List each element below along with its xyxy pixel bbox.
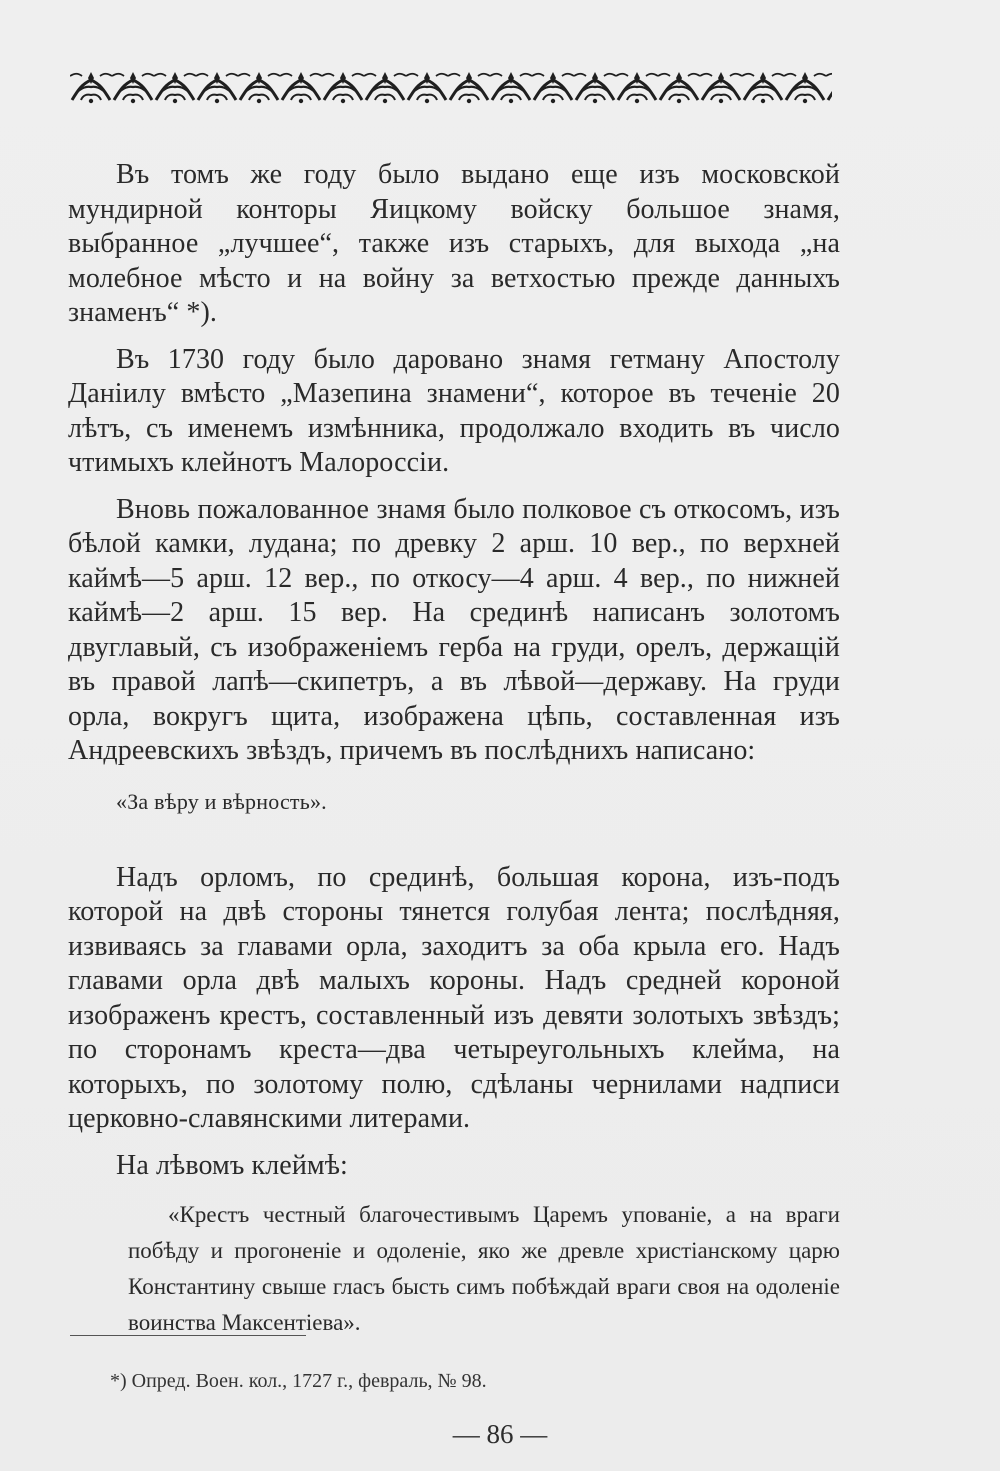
- left-emblem-inscription-quote: «Крестъ честный благочестивымъ Царемъ упованіе, а на враги побѣду и прогоненіе и одоленіе, яко же древле христіанскому царю Константину свыше гласъ бысть симъ побѣждай враги своя на одоленіе воинства Максентіева».: [128, 1202, 840, 1335]
- paragraph-5: На лѣвомъ клеймѣ:: [116, 1149, 348, 1181]
- paragraph-4: Надъ орломъ, по срединѣ, большая корона, изъ-подъ которой на двѣ стороны тянется голубая лента; послѣдняя, извиваясь за главами орла, заходитъ за оба крыла его. Надъ главами орла двѣ малыхъ короны. Надъ средней короной изображенъ крестъ, составленный изъ девяти золотыхъ звѣздъ; по сторонамъ креста—два четыреугольныхъ клейма, на которыхъ, по золотому полю, сдѣланы чернилами надписи церковно-славянскими литерами.: [68, 861, 840, 1134]
- paragraph-3: Вновь пожалованное знамя было полковое съ откосомъ, изъ бѣлой камки, лудана; по древку 2 арш. 10 вер., по верхней каймѣ—5 арш. 12 вер., по откосу—4 арш. 4 вер., по нижней каймѣ—2 арш. 15 вер. На срединѣ написанъ золотомъ двуглавый, съ изображеніемъ герба на груди, орелъ, держащій въ правой лапѣ—скипетръ, а въ лѣвой—державу. На груди орла, вокругъ щита, изображена цѣпь, составленная изъ Андреевскихъ звѣздъ, причемъ въ послѣднихъ написано:: [68, 493, 840, 766]
- paragraph-1: Въ томъ же году было выдано еще изъ московской мундирной конторы Яицкому войску большое знамя, выбранное „лучшее“, также изъ старыхъ, для выхода „на молебное мѣсто и на войну за ветхостью прежде данныхъ знаменъ“ *).: [68, 159, 840, 328]
- paragraph-2: Въ 1730 году было даровано знамя гетману Апостолу Даніилу вмѣсто „Мазепина знамени“, которое въ теченіе 20 лѣтъ, съ именемъ измѣнника, продолжало входить въ число чтимыхъ клейнотъ Малороссіи.: [68, 343, 840, 478]
- page-number: — 86 —: [452, 1419, 548, 1449]
- footnote: *) Опред. Воен. кол., 1727 г., февраль, № 98.: [110, 1370, 487, 1392]
- inscription-quote: «За вѣру и вѣрность».: [116, 788, 327, 814]
- decorative-ornament-band: [70, 70, 832, 106]
- footnote-divider: [70, 1335, 306, 1336]
- page-body: [68, 158, 840, 1341]
